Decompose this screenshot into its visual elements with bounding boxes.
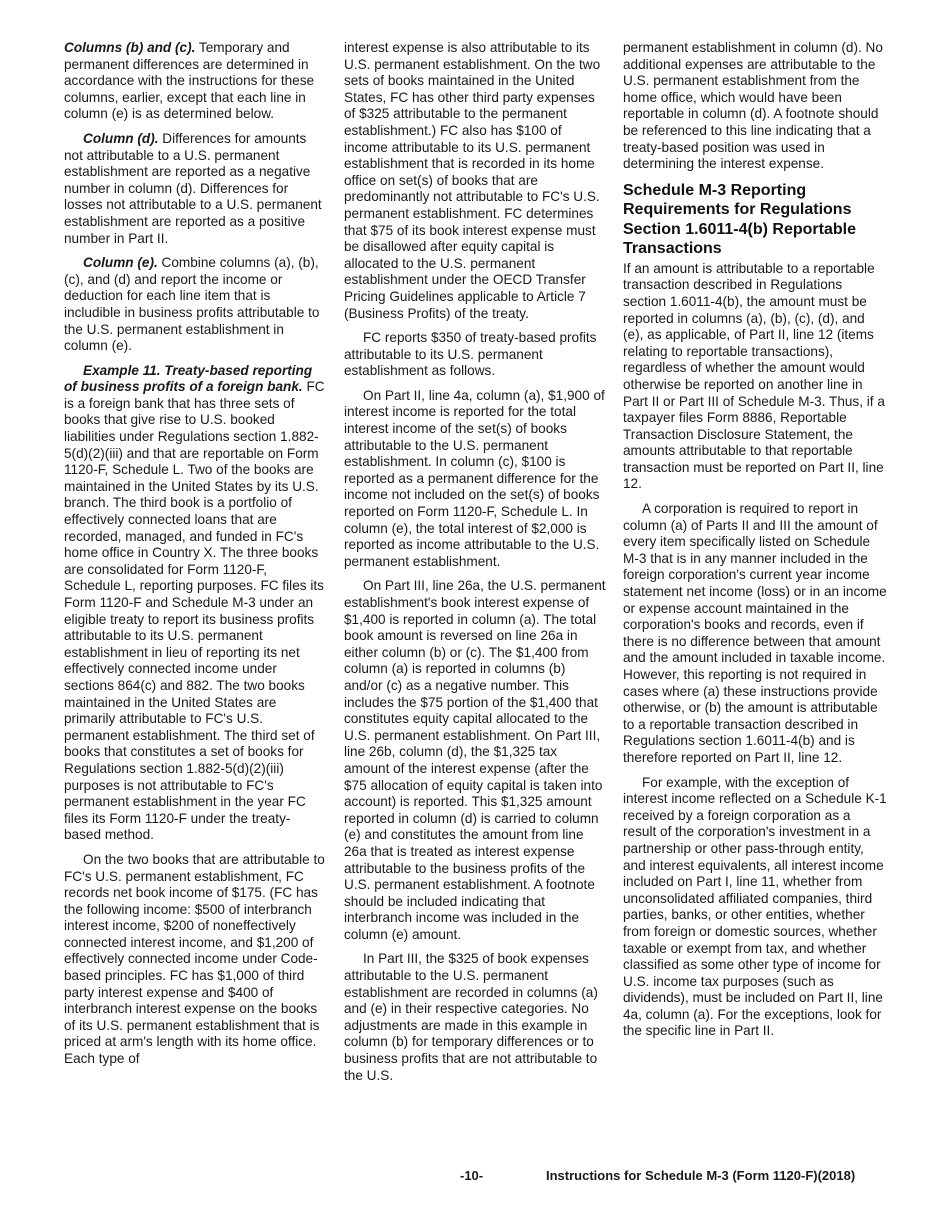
- paragraph-part-ii-line-4a: On Part II, line 4a, column (a), $1,900 of interest income is reported for the total interest income of the set(s) of books attributable to the U.S. permanent establishment. In column (c), $100 is reported as a permanent difference for the income not included on the set(s) of books reported on Form 1120-F, Schedule L. In column (e), the total interest of $2,000 is reported as income attributable to the U.S. permanent establishment.: [344, 387, 605, 569]
- footer-title: Instructions for Schedule M-3 (Form 1120-F)(2018): [546, 1168, 856, 1183]
- column-right: [623, 40, 887, 1048]
- paragraph-column-e: Column (e). Combine columns (a), (b), (c), and (d) and report the income or deduction for each line item that is includible in business profits attributable to the U.S. permanent establishment in column (e).: [64, 255, 320, 354]
- paragraph-corporation-required: A corporation is required to report in column (a) of Parts II and III the amount of every item specifically listed on Schedule M-3 that is in any manner included in the foreign corporation's current year income statement net income (loss) or in an income or expense account maintained in the corporation's books and records, even if there is no difference between that amount and the amount included in taxable income. However, this reporting is not required in cases where (a) these instructions provide otherwise, or (b) the amount is attributable to a reportable transaction described in Regulations section 1.6011-4(b) and is therefore reported on Part II, line 12.: [623, 501, 887, 765]
- paragraph-continued: interest expense is also attributable to its U.S. permanent establishment. On the two sets of books maintained in the United States, FC has other third party expenses of $325 attributable to the permanent establishment.) FC also has $100 of income attributable to its U.S. permanent establishment that is recorded in its home office on set(s) of books that are predominantly not attributable to FC's U.S. permanent establishment. FC determines that $75 of its book interest expense must be disallowed after equity capital is allocated to the U.S. permanent establishment under the OECD Transfer Pricing Guidelines applicable to Article 7 (Business Profits) of the treaty.: [344, 40, 601, 321]
- paragraph-continued-right: permanent establishment in column (d). No additional expenses are attributable to the U.S. permanent establishment from the home office, which would have been reportable in column (d). A footnote should be referenced to this line indicating that a treaty-based position was used in determining the interest expense.: [623, 40, 883, 172]
- paragraph-reportable-amount: If an amount is attributable to a reportable transaction described in Regulations section 1.6011-4(b), the amount must be reported in columns (a), (b), (c), (d), and (e), as applicable, of Part II, line 12 (items relating to reportable transactions), regardless of whether the amount would otherwise be reported on another line in Part II or Part III of Schedule M-3. Thus, if a taxpayer files Form 8886, Reportable Transaction Disclosure Statement, the amounts attributable to that reportable transaction must be reported on Part II, line 12.: [623, 260, 885, 492]
- paragraph-example-11: Example 11. Treaty-based reporting of business profits of a foreign bank. FC is a foreign bank that has three sets of books that give rise to U.S. booked liabilities under Regulations section 1.882-5(d)(2)(iii) and that are reportable on Form 1120-F, Schedule L. Two of the books are maintained in the United States by its U.S. branch. The third book is a portfolio of effectively connected loans that are recorded, managed, and funded in FC's home office in Country X. The three books are consolidated for Form 1120-F, Schedule L, reporting purposes. FC files its Form 1120-F and Schedule M-3 under an eligible treaty to report its business profits attributable to its U.S. permanent establishment in lieu of reporting its net effectively connected income under sections 864(c) and 882. The two books maintained in the United States are primarily attributable to FC's U.S. permanent establishment. The third set of books that constitutes a set of books for Regulations section 1.882-5(d)(2)(iii) purposes is not attributable to FC's permanent establishment in the year FC files its Form 1120-F under the treaty-based method.: [64, 362, 325, 843]
- paragraph-two-books: On the two books that are attributable to FC's U.S. permanent establishment, FC records net book income of $175. (FC has the following income: $500 of interbranch interest income, $200 of noneffectively connected interest income, and $1,200 of effectively connected income under Code-based principles. FC has $1,000 of third party interest expense and $400 of interbranch interest expense on the books of its U.S. permanent establishment that is priced at arm's length with its home office. Each type of: [64, 851, 325, 1067]
- paragraph-columns-b-c: Columns (b) and (c). Temporary and permanent differences are determined in accordance with the instructions for these columns, earlier, except that each line in column (e) is as determined below.: [64, 40, 315, 122]
- paragraph-book-expenses: In Part III, the $325 of book expenses attributable to the U.S. permanent establishment are recorded in columns (a) and (e) in their respective categories. No adjustments are made in this example in column (b) for temporary differences or to business profits that are not attributable to the U.S.: [344, 951, 598, 1083]
- page-number: -10-: [460, 1168, 484, 1183]
- column-left: [64, 40, 326, 1076]
- column-middle: [344, 40, 606, 1092]
- section-heading-reportable-transactions: Schedule M-3 Reporting Requirements for Regulations Section 1.6011-4(b) Reportable Transactions: [623, 181, 856, 258]
- paragraph-column-d: Column (d). Differences for amounts not attributable to a U.S. permanent establishment are reported as a negative number in column (d). Differences for losses not attributable to a U.S. permanent establishment are reported as a positive number in Part II.: [64, 130, 322, 246]
- paragraph-part-iii-line-26a: On Part III, line 26a, the U.S. permanent establishment's book interest expense of $1,400 is reported in column (a). The total book amount is reversed on line 26a in either column (b) or (c). The $1,400 from column (a) is reported in columns (b) and/or (c) as a negative number. This includes the $75 portion of the $1,400 that constitutes equity capital allocated to the U.S. permanent establishment. On Part III, line 26b, column (d), the $1,325 tax amount of the interest expense (after the $75 allocation of equity capital is taken into account) is reported. This $1,325 amount reported in column (d) is carried to column (e) and constitutes the amount from line 26a that is treated as interest expense attributable to the business profits of the U.S. permanent establishment. A footnote should be included indicating that interbranch income was included in the column (e) amount.: [344, 578, 606, 942]
- paragraph-fc-reports: FC reports $350 of treaty-based profits attributable to its U.S. permanent establishment as follows.: [344, 330, 597, 379]
- paragraph-for-example: For example, with the exception of interest income reflected on a Schedule K-1 received by a foreign corporation as a result of the corporation's investment in a partnership or other pass-through entity, and interest equivalents, all interest income included on Part I, line 11, whether from unconsolidated affiliated companies, third parties, banks, or other entities, whether from foreign or domestic sources, whether taxable or exempt from tax, and whether classified as some other type of income for U.S. income tax purposes (such as dividends), must be included on Part II, line 4a, column (a). For the exceptions, look for the specific line in Part II.: [623, 774, 887, 1039]
